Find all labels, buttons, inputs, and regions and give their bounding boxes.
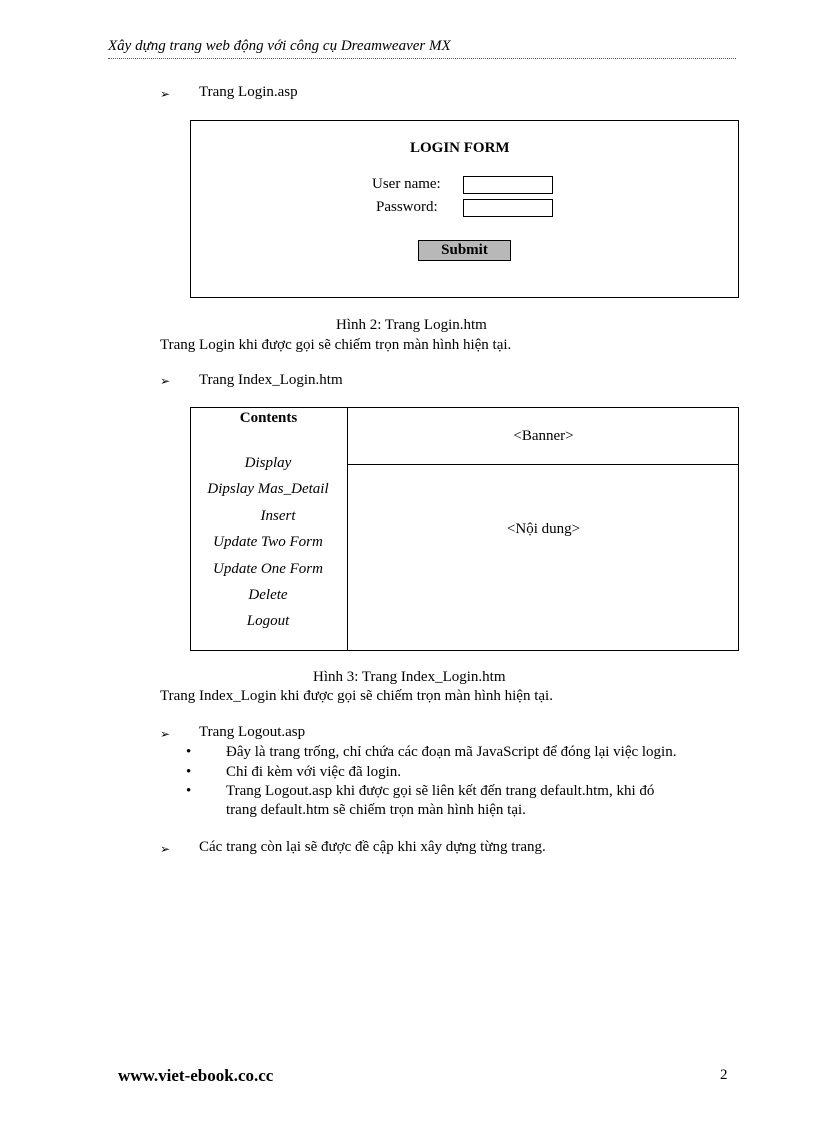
- menu-item-logout[interactable]: Logout: [246, 613, 290, 629]
- logout-bullet-2: Chỉ đi kèm với việc đã login.: [226, 764, 401, 780]
- dot-bullet-icon: •: [186, 764, 192, 780]
- menu-item-delete[interactable]: Delete: [248, 587, 288, 603]
- login-form-title: LOGIN FORM: [410, 140, 510, 156]
- arrow-bullet-icon: ➢: [160, 727, 171, 741]
- arrow-bullet-icon: ➢: [160, 87, 171, 101]
- username-label: User name:: [372, 176, 441, 192]
- arrow-bullet-icon: ➢: [160, 374, 171, 388]
- page-number: 2: [720, 1067, 728, 1083]
- content-placeholder: <Nội dung>: [506, 521, 581, 537]
- logout-bullet-3-continuation: trang default.htm sẽ chiếm trọn màn hình hiện tại.: [226, 802, 526, 818]
- running-header-title: Xây dựng trang web động với công cụ Dreamweaver MX: [108, 38, 451, 54]
- layout-row-divider: [347, 464, 739, 465]
- logout-bullet-3: Trang Logout.asp khi được gọi sẽ liên kết đến trang default.htm, khi đó: [226, 783, 655, 799]
- banner-placeholder: <Banner>: [513, 428, 574, 444]
- figure-3-caption: Hình 3: Trang Index_Login.htm: [313, 669, 506, 685]
- menu-item-display[interactable]: Display: [244, 455, 292, 471]
- header-divider: [108, 58, 736, 59]
- menu-item-update-one-form[interactable]: Update One Form: [213, 561, 323, 577]
- footer-website-link[interactable]: www.viet-ebook.co.cc: [118, 1066, 274, 1085]
- logout-bullet-1: Đây là trang trống, chỉ chứa các đoạn mã JavaScript để đóng lại việc login.: [226, 744, 677, 760]
- dot-bullet-icon: •: [186, 744, 192, 760]
- section-other-heading: Các trang còn lại sẽ được đề cập khi xây dựng từng trang.: [199, 839, 546, 855]
- menu-item-display-mas-detail[interactable]: Dipslay Mas_Detail: [207, 481, 329, 497]
- menu-item-update-two-form[interactable]: Update Two Form: [213, 534, 323, 550]
- section-index-heading: Trang Index_Login.htm: [199, 372, 343, 388]
- dot-bullet-icon: •: [186, 783, 192, 799]
- menu-item-insert[interactable]: Insert: [260, 508, 296, 524]
- figure-3-note: Trang Index_Login khi được gọi sẽ chiếm trọn màn hình hiện tại.: [160, 688, 553, 704]
- password-label: Password:: [376, 199, 438, 215]
- arrow-bullet-icon: ➢: [160, 842, 171, 856]
- section-login-heading: Trang Login.asp: [199, 84, 298, 100]
- section-logout-heading: Trang Logout.asp: [199, 724, 306, 740]
- figure-2-caption: Hình 2: Trang Login.htm: [336, 317, 487, 333]
- password-input[interactable]: [463, 199, 553, 217]
- username-input[interactable]: [463, 176, 553, 194]
- contents-title: Contents: [239, 410, 298, 426]
- submit-button[interactable]: Submit: [418, 240, 511, 261]
- figure-2-note: Trang Login khi được gọi sẽ chiếm trọn màn hình hiện tại.: [160, 337, 512, 353]
